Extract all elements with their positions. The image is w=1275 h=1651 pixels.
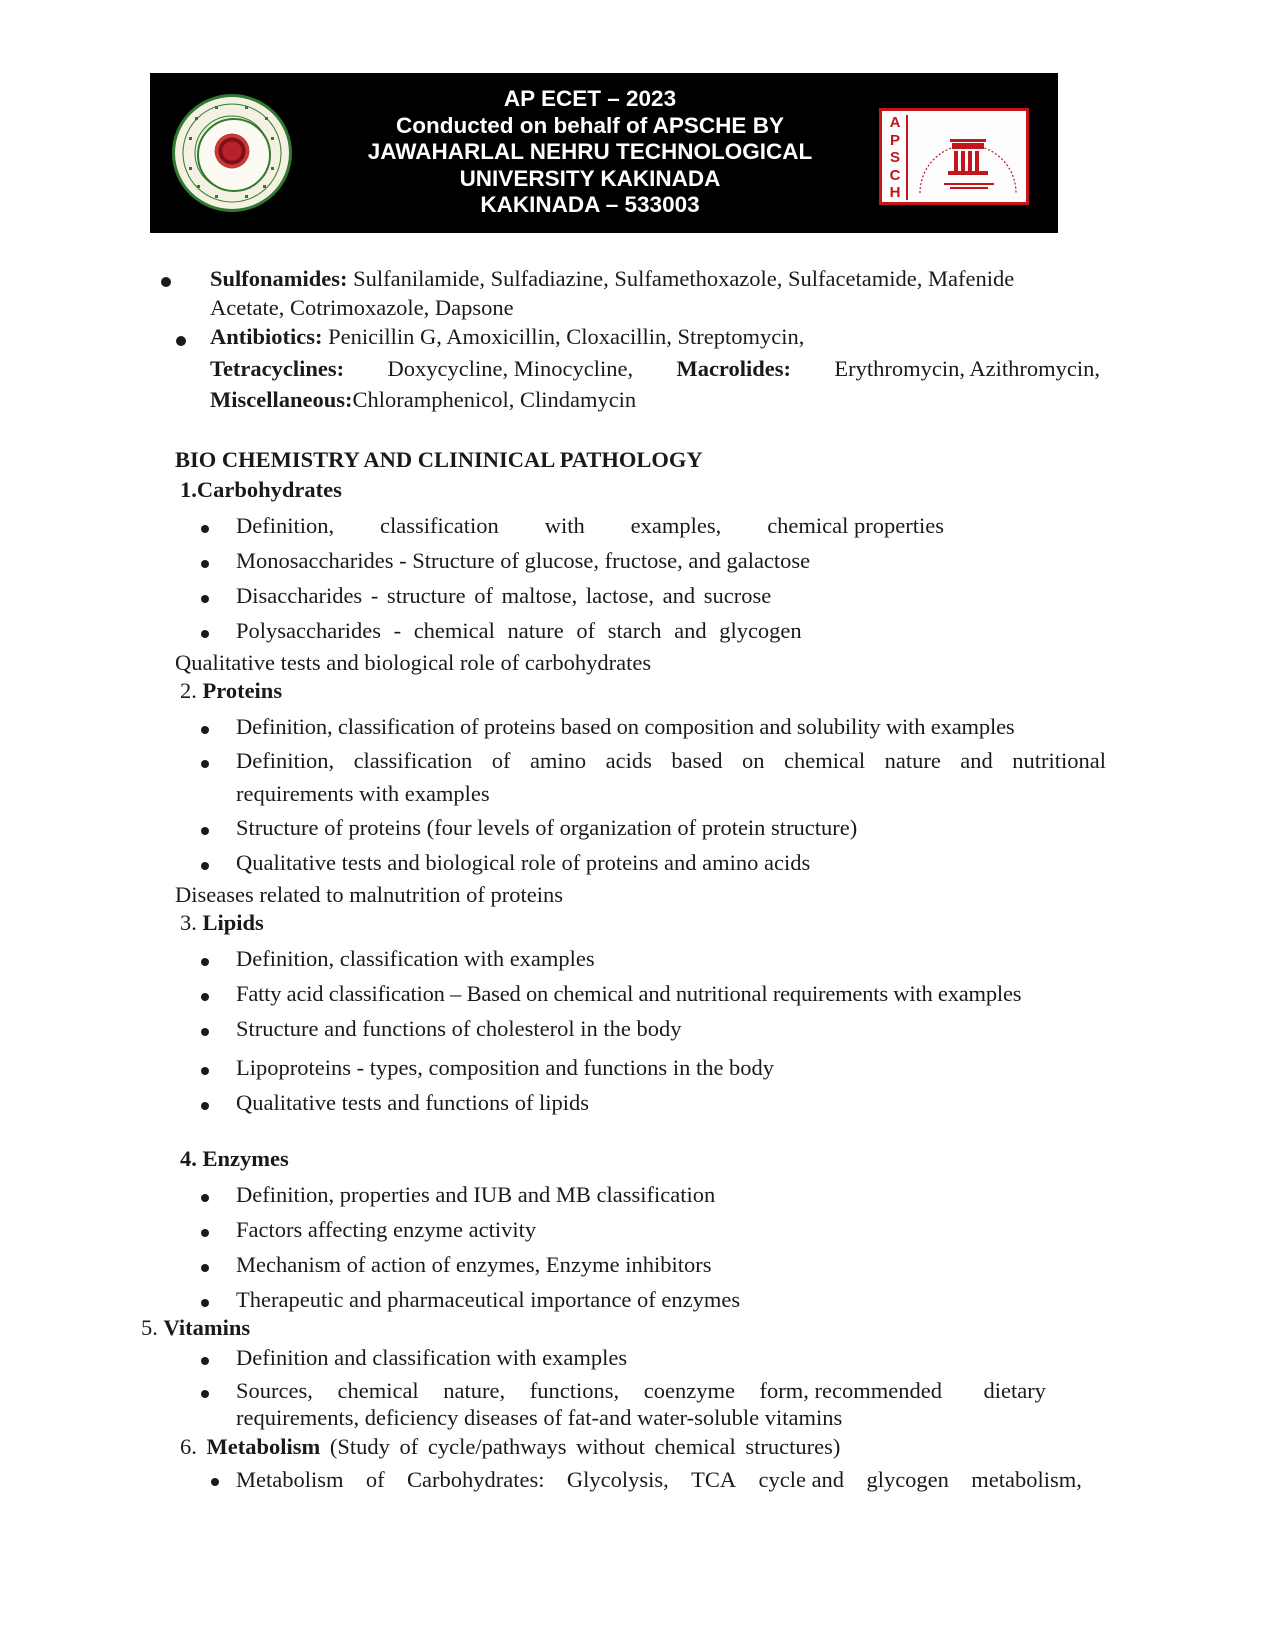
list-item: Definition, classification with examples	[236, 946, 595, 971]
proteins-heading: 2. Proteins	[180, 678, 283, 703]
bullet-icon	[201, 1102, 209, 1110]
list-item: Definition, classification of proteins based on composition and solubility with examples	[236, 714, 1015, 739]
bullet-icon	[201, 827, 209, 835]
bullet-icon	[201, 958, 209, 966]
sulfonamides-line-2: Acetate, Cotrimoxazole, Dapsone	[210, 295, 514, 320]
metabolism-subtitle: (Study of cycle/pathways without chemical structures)	[329, 1434, 841, 1459]
bullet-icon	[201, 1067, 209, 1075]
macrolides-text: Erythromycin, Azithromycin,	[834, 356, 1100, 381]
banner-line: AP ECET – 2023	[503, 86, 677, 111]
list-item: Qualitative tests and biological role of proteins and amino acids	[236, 850, 811, 875]
list-item: Factors affecting enzyme activity	[236, 1217, 537, 1242]
tetracyclines-label: Tetracyclines:	[210, 356, 345, 381]
rose-emblem-icon	[212, 133, 252, 173]
apsche-emblem-icon	[910, 113, 1026, 203]
jntuk-logo	[172, 94, 292, 212]
banner-line: UNIVERSITY KAKINADA	[459, 165, 721, 191]
bullet-icon	[201, 1028, 209, 1036]
list-item: Polysaccharides - chemical nature of starch and glycogen	[236, 618, 802, 643]
list-item-continued: requirements, deficiency diseases of fat-and water-soluble vitamins	[236, 1405, 843, 1430]
list-item: Structure and functions of cholesterol in the body	[236, 1016, 682, 1041]
list-item: Therapeutic and pharmaceutical importance of enzymes	[236, 1287, 741, 1312]
carbohydrates-heading: 1.Carbohydrates	[180, 477, 342, 502]
bullet-icon	[201, 1194, 209, 1202]
section-title: BIO CHEMISTRY AND CLININICAL PATHOLOGY	[175, 447, 703, 472]
antibiotics-label: Antibiotics:	[210, 324, 323, 349]
apsche-logo	[879, 108, 1029, 205]
metabolism-heading: 6. Metabolism (Study of cycle/pathways without chemical structures)	[180, 1434, 841, 1459]
list-item: Fatty acid classification – Based on chemical and nutritional requirements with examples	[236, 981, 1022, 1006]
miscellaneous-text: Chloramphenicol, Clindamycin	[352, 387, 637, 412]
bullet-icon	[201, 525, 209, 533]
miscellaneous-label: Miscellaneous:	[210, 387, 353, 412]
banner-line: KAKINADA – 533003	[480, 192, 700, 217]
list-item: Disaccharides - structure of maltose, lactose, and sucrose	[236, 583, 772, 608]
list-item: Definition, properties and IUB and MB classification	[236, 1182, 716, 1207]
bullet-icon	[211, 1478, 219, 1486]
proteins-note: Diseases related to malnutrition of proteins	[175, 882, 564, 907]
bullet-icon	[201, 1229, 209, 1237]
bullet-icon	[201, 1357, 209, 1365]
tetracyclines-line	[210, 355, 1100, 383]
list-item-continued: requirements with examples	[236, 781, 490, 806]
miscellaneous-line	[210, 386, 636, 414]
tetracyclines-text: Doxycycline, Minocycline,	[387, 356, 634, 381]
list-item: Monosaccharides - Structure of glucose, fructose, and galactose	[236, 548, 811, 573]
list-item: Sources, chemical nature, functions, coenzyme form, recommended dietary	[236, 1378, 1046, 1403]
sulfonamides-text: Sulfanilamide, Sulfadiazine, Sulfamethoxazole, Sulfacetamide, Mafenide	[353, 266, 1015, 291]
list-item: Metabolism of Carbohydrates: Glycolysis, TCA cycle and glycogen metabolism,	[236, 1467, 1082, 1492]
antibiotics-line	[210, 323, 804, 351]
apsche-letters: A P S C H	[889, 114, 901, 201]
carbohydrates-note: Qualitative tests and biological role of carbohydrates	[175, 650, 652, 675]
list-item: Definition, classification with examples, chemical properties	[236, 513, 944, 538]
antibiotics-text: Penicillin G, Amoxicillin, Cloxacillin, Streptomycin,	[328, 324, 805, 349]
banner-title	[300, 86, 880, 219]
bullet-icon	[201, 1299, 209, 1307]
lipids-heading: 3. Lipids	[180, 910, 264, 935]
list-item: Mechanism of action of enzymes, Enzyme inhibitors	[236, 1252, 712, 1277]
bullet-icon	[201, 862, 209, 870]
bullet-icon	[161, 277, 171, 287]
sulfonamides-label: Sulfonamides:	[210, 266, 348, 291]
banner-line: Conducted on behalf of APSCHE BY	[396, 112, 784, 138]
bullet-icon	[201, 760, 209, 768]
bullet-icon	[201, 1390, 209, 1398]
list-item: Definition, classification of amino acids based on chemical nature and nutritional	[236, 748, 1106, 773]
bullet-icon	[201, 726, 209, 734]
enzymes-heading: 4. Enzymes	[180, 1146, 289, 1171]
bullet-icon	[201, 560, 209, 568]
macrolides-label: Macrolides:	[676, 356, 792, 381]
bullet-icon	[176, 336, 186, 346]
vitamins-heading: 5. Vitamins	[141, 1315, 251, 1340]
header-banner	[150, 73, 1058, 233]
bullet-icon	[201, 630, 209, 638]
list-item: Structure of proteins (four levels of organization of protein structure)	[236, 815, 858, 840]
bullet-icon	[201, 1264, 209, 1272]
sulfonamides-line	[210, 265, 1124, 293]
list-item: Lipoproteins - types, composition and functions in the body	[236, 1055, 775, 1080]
banner-line: JAWAHARLAL NEHRU TECHNOLOGICAL	[367, 139, 813, 164]
list-item: Qualitative tests and functions of lipids	[236, 1090, 590, 1115]
list-item: Definition and classification with examples	[236, 1345, 628, 1370]
bullet-icon	[201, 595, 209, 603]
bullet-icon	[201, 993, 209, 1001]
